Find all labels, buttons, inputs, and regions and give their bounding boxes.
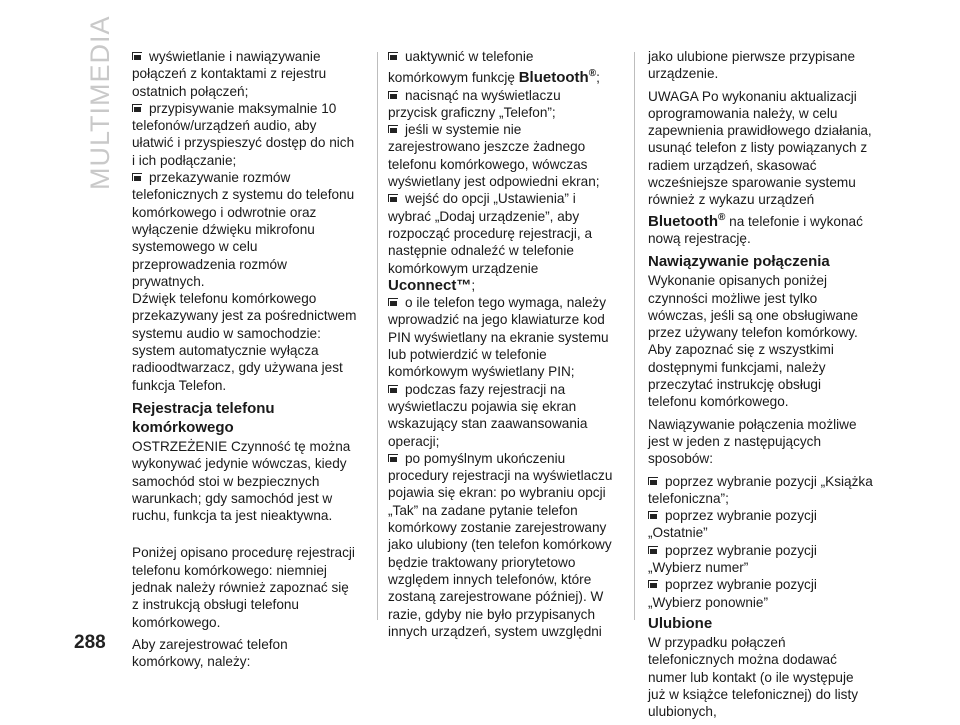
section-heading: Rejestracja telefonu komórkowego [132,399,275,436]
bullet-icon [648,511,660,521]
text-column-3 [648,48,873,725]
registered-mark: ® [717,211,726,223]
list-item-text: poprzez wybranie pozycji „Wybierz numer” [648,542,817,576]
list-item-text: jeśli w systemie nie zarejestrowano jeszcze żadnego telefonu komórkowego, wówczas wyświetlany jest odpowiedni ekran; [388,122,600,190]
list-item [132,48,357,100]
list-item-text: poprzez wybranie pozycji „Ostatnie” [648,508,817,541]
list-item-text: przypisywanie maksymalnie 10 telefonów/urządzeń audio, aby ułatwić i przyspieszyć dostęp do nich i ich podłączanie; [132,100,355,168]
text-column-2 [388,48,613,640]
column-divider [377,52,378,620]
spacer [132,529,357,544]
paragraph: Aby zarejestrować telefon komórkowy, należy: [132,636,288,670]
bullet-icon [388,454,400,464]
list-item-text: wejść do opcji „Ustawienia” i wybrać „Dodaj urządzenie”, aby rozpocząć procedurę rejestracji, a następnie odnaleźć w telefonie komórkowym urządzenie [388,191,592,276]
bullet-icon [388,125,400,135]
text-column-1 [132,48,357,676]
paragraph: Wykonanie opisanych poniżej czynności możliwe jest tylko wówczas, jeśli są one obsługiwane przez używany telefon komórkowy. Aby zapoznać się z wszystkimi dostępnymi funkcjami, należy przeczytać instrukcję obsługi telefonu komórkowego. [648,273,859,410]
list-item [388,381,613,450]
list-item-text: o ile telefon tego wymaga, należy wprowadzić na jego klawiaturze kod PIN wyświetlany na ekranie systemu lub potwierdzić w telefonie komórkowym wyświetlany PIN; [388,295,609,380]
list-item [388,294,613,380]
list-item-text: po pomyślnym ukończeniu procedury rejestracji na wyświetlaczu pojawia się ekran: po wybraniu opcji „Tak” na zadane pytanie telefon komórkowy zostanie zarejestrowany jako ulubiony (ten telefon komórkowy będzie traktowany priorytetowo względem innych telefonów, które zostaną zarejestrowane później). W razie, gdyby nie było przypisanych innych urządzeń, system uwzględni [388,450,613,639]
list-item [388,121,613,190]
list-item [388,450,613,640]
note-text: na telefonie i wykonać nową rejestrację. [648,213,863,246]
section-heading: Ulubione [648,614,713,632]
list-item [648,576,873,611]
brand-name [648,213,725,230]
list-item-text: uaktywnić w telefonie komórkowym funkcję [388,49,534,86]
list-item-text: poprzez wybranie pozycji „Wybierz ponownie” [648,577,817,610]
list-item [648,542,873,577]
bullet-icon [132,173,144,183]
list-item-text: podczas fazy rejestracji na wyświetlaczu pojawia się ekran wskazujący stan zaawansowania operacji; [388,381,588,449]
list-item-text: przekazywanie rozmów telefonicznych z systemu do telefonu komórkowego i odwrotnie oraz wyłączenie dźwięku mikrofonu systemowego w celu przeprowadzenia rozmów prywatnych. [132,170,355,289]
section-side-label: MULTIMEDIA [85,15,115,190]
paragraph: W przypadku połączeń telefonicznych można dodawać numer lub kontakt (o ile występuje już w książce telefonicznej) do listy ulubionych, [648,634,859,720]
bullet-icon [132,52,144,62]
paragraph: Poniżej opisano procedurę rejestracji telefonu komórkowego: niemniej jednak należy również zapoznać się z instrukcją obsługi telefonu komórkowego. [132,545,355,630]
page-number: 288 [74,632,106,653]
list-item [388,190,613,294]
paragraph: Dźwięk telefonu komórkowego przekazywany jest za pośrednictwem systemu audio w samochodzie: system automatycznie wyłącza radioodtwarzacz, gdy używana jest funkcja Telefon. [132,291,357,393]
bullet-icon [132,104,144,114]
paragraph: Nawiązywanie połączenia możliwe jest w jeden z następujących sposobów: [648,416,857,467]
bullet-icon [648,580,660,590]
bullet-icon [388,194,400,204]
note-text: UWAGA Po wykonaniu aktualizacji oprogramowania należy, w celu zapewnienia prawidłowego działania, usunąć telefon z listy powiązanych z radiem urządzeń, skasować wcześniejsze sparowanie systemu również z wykazu urządzeń [648,88,872,208]
bullet-icon [648,477,660,487]
list-item [648,507,873,542]
list-item-text: nacisnąć na wyświetlaczu przycisk graficzny „Telefon”; [388,87,561,120]
warning-paragraph: OSTRZEŻENIE Czynność tę można wykonywać jedynie wówczas, kiedy samochód stoi w bezpiecznych warunkach; gdy samochód jest w ruchu, funkcja ta jest nieaktywna. [132,438,351,524]
list-item [388,87,613,122]
list-item-text: poprzez wybranie pozycji „Książka telefoniczna”; [648,473,873,506]
brand-text: Bluetooth [518,69,589,87]
paragraph: jako ulubione pierwsze przypisane urządzenie. [648,49,856,82]
punctuation: ; [471,277,476,293]
section-heading: Nawiązywanie połączenia [648,253,830,271]
list-item [648,473,873,508]
note-paragraph [648,88,873,248]
list-item [132,100,357,169]
bullet-icon [648,546,660,556]
bullet-icon [388,52,400,62]
list-item [388,48,613,87]
brand-name: Uconnect™ [388,276,472,294]
brand-text: Bluetooth [648,212,718,230]
list-item [132,169,357,290]
list-item-text: wyświetlanie i nawiązywanie połączeń z kontaktami z rejestru ostatnich połączeń; [132,49,327,99]
bullet-icon [388,298,400,308]
column-divider [634,52,635,620]
punctuation: ; [596,70,600,86]
bullet-icon [388,91,400,101]
registered-mark: ® [588,68,597,80]
bullet-icon [388,385,400,395]
brand-name [519,69,596,86]
